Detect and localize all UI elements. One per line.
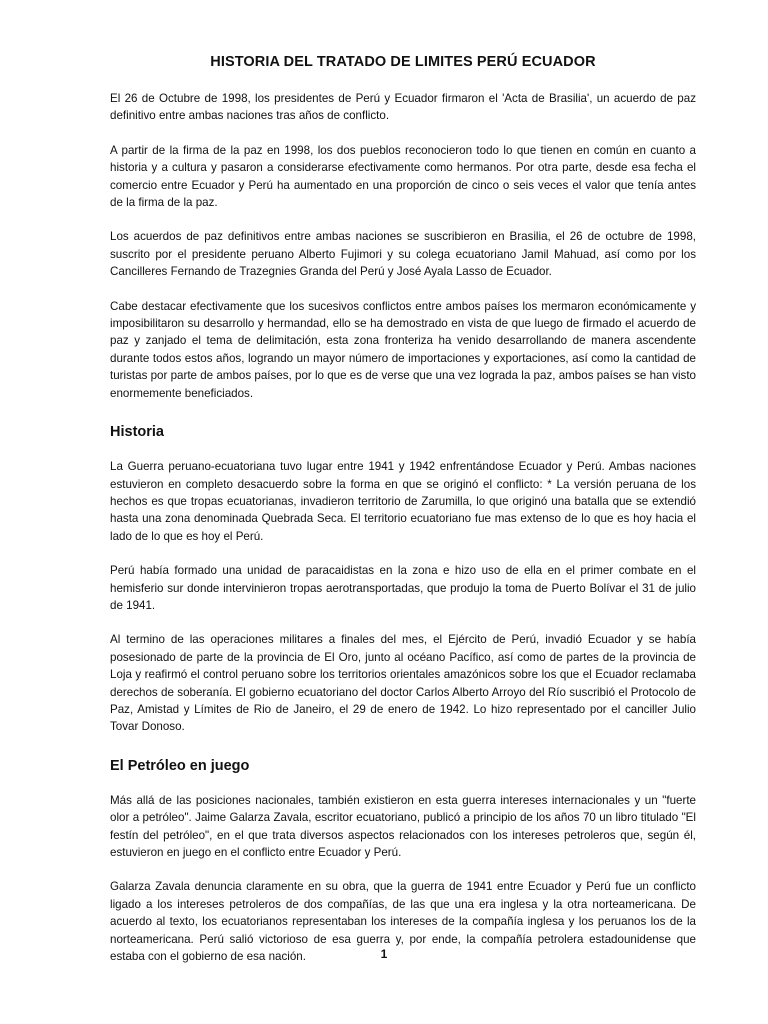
intro-paragraph-4: Cabe destacar efectivamente que los sucesivos conflictos entre ambos países los mermaron económicamente y imposibilitaron su desarrollo y hermandad, ello se ha demostrado en vista de que luego de firmado el acuerdo de paz y zanjado el tema de delimitación, esta zona fronteriza ha venido desarrollando de manera ascendente durante todos estos años, logrando un mayor número de importaciones y exportaciones, así como la cantidad de turistas por parte de ambos países, por lo que es de verse que una vez lograda la paz, ambos países se han visto enormemente beneficiados. [110,299,696,400]
intro-paragraph-2: A partir de la firma de la paz en 1998, los dos pueblos reconocieron todo lo que tienen en común en cuanto a historia y a cultura y pasaron a considerarse efectivamente como hermanos. Por otra parte, desde esa fecha el comercio entre Ecuador y Perú ha aumentado en una proporción de cinco o seis veces el valor que tenía antes de la firma de la paz. [110,143,696,210]
section-heading-petroleo: El Petróleo en juego [110,757,250,774]
intro-paragraph-1: El 26 de Octubre de 1998, los presidentes de Perú y Ecuador firmaron el 'Acta de Brasilia', un acuerdo de paz definitivo entre ambas naciones tras años de conflicto. [110,92,696,123]
historia-paragraph-1: La Guerra peruano-ecuatoriana tuvo lugar entre 1941 y 1942 enfrentándose Ecuador y Perú. Ambas naciones estuvieron en completo desacuerdo sobre la forma en que se originó el conflicto: * La versión peruana de los hechos es que tropas ecuatorianas, invadieron territorio de Zarumilla, lo que originó una batalla que se extendió hasta una zona denominada Quebrada Seca. El territorio ecuatoriano fue mas extenso de lo que es hoy hacia el lado de lo que es hoy el Perú. [110,460,696,543]
document-title: HISTORIA DEL TRATADO DE LIMITES PERÚ ECUADOR [210,54,596,70]
petroleo-paragraph-1: Más allá de las posiciones nacionales, también existieron en esta guerra intereses internacionales y un "fuerte olor a petróleo". Jaime Galarza Zavala, escritor ecuatoriano, publicó a principio de los años 70 un libro titulado "El festín del petróleo", en el que trata diversos aspectos relacionados con los intereses petroleros que, según él, estuvieron en juego en el conflicto entre Ecuador y Perú. [110,793,696,859]
document-page [110,52,696,982]
page-number: 1 [380,947,388,961]
historia-paragraph-2: Perú había formado una unidad de paracaidistas en la zona e hizo uso de ella en el primer combate en el hemisferio sur donde intervinieron tropas aerotransportadas, que produjo la toma de Puerto Bolívar el 31 de julio de 1941. [110,564,696,612]
intro-paragraph-3: Los acuerdos de paz definitivos entre ambas naciones se suscribieron en Brasilia, el 26 de octubre de 1998, suscrito por el presidente peruano Alberto Fujimori y su colega ecuatoriano Jamil Mahuad, así como por los Cancilleres Fernando de Trazegnies Granda del Perú y José Ayala Lasso de Ecuador. [110,230,696,279]
historia-paragraph-3: Al termino de las operaciones militares a finales del mes, el Ejército de Perú, invadió Ecuador y se había posesionado de parte de la provincia de El Oro, junto al océano Pacífico, así como de partes de la provincia de Loja y reafirmó el control peruano sobre los territorios orientales amazónicos sobre los que el Ecuador reclamaba derechos de soberanía. El gobierno ecuatoriano del doctor Carlos Alberto Arroyo del Río suscribió el Protocolo de Paz, Amistad y Límites de Rio de Janeiro, el 29 de enero de 1942. Lo hizo representado por el canciller Julio Tovar Donoso. [110,633,696,734]
section-heading-historia: Historia [110,424,164,441]
petroleo-paragraph-2: Galarza Zavala denuncia claramente en su obra, que la guerra de 1941 entre Ecuador y Perú fue un conflicto ligado a los intereses petroleros de dos compañías, de las que una era inglesa y la otra norteamericana. De acuerdo al texto, los ecuatorianos representaban los intereses de la compañía inglesa y los peruanos los de la norteamericana. Perú salió victorioso de esa guerra y, por ende, la compañía petrolera estadounidense que estaba con el gobierno de esa nación. [110,880,696,964]
